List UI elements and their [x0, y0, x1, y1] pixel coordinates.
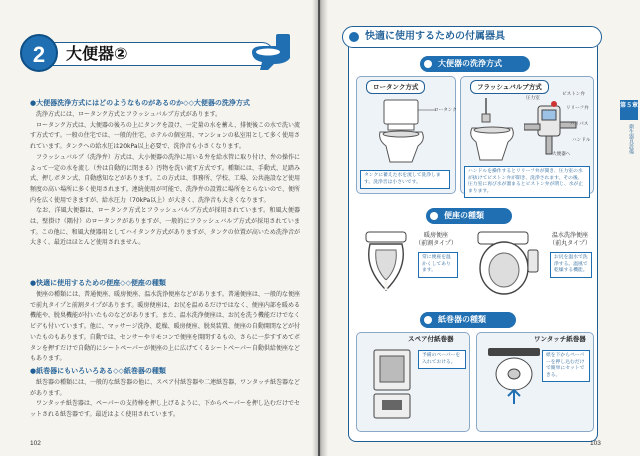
label-handle: ハンドル: [572, 138, 591, 143]
subhead-seat-types: [426, 208, 512, 224]
chapter-number: 2: [20, 34, 58, 72]
note-washing-seat: お尻を温水で洗浄する。温風で乾燥する機能。: [550, 252, 592, 278]
paragraph: なお、洋風大便器は、ロータンク方式とフラッシュバルブ方式が採用されています。和風大便器は、壁掛け（隅付）のロータンクがありますが、一般的にフラッシュバルブ方式が採用されています。この他に、和風大便器用としてハイタンク方式がありますが、タンクの位置が高いため洗浄音が大きく、最近はほとんど使用されません。: [30, 207, 300, 247]
subhead-bullet-icon: [424, 60, 432, 68]
label-bypass: バイパス: [570, 122, 589, 127]
panel-title: [342, 26, 602, 48]
note-spare-holder: 予備のペーパーを入れておける。: [418, 350, 466, 369]
section-body-seats: [30, 290, 300, 364]
panel-title-text: 快適に使用するための付属器具: [365, 31, 505, 42]
chapter-side-subtitle: 衛生器具設備: [628, 124, 634, 154]
paragraph: ロータンク方式は、大便器の後ろの上にタンクを設け、一定量の水を蓄え、排便後この水で洗い流す方式です。一般の住宅では、一般的住宅、ホテルの個室用、マンションの私室用として多く使用されています。タンクへの給水圧は20kPa以上必要で、洗浄音も小さくなります。: [30, 121, 300, 151]
note-heated-seat: 常に便座を温かくしてあります。: [418, 252, 458, 278]
paragraph: ワンタッチ紙巻器は、ペーパーの支持棒を押し上げるように、下からペーパーを押し込むだけでセットされる紙巻器です。最近はよく使用されています。: [30, 400, 300, 419]
label-relief-valve: リリーフ弁: [566, 106, 589, 111]
toilet-icon: [246, 32, 296, 74]
label-onetouch-holder: ワンタッチ紙巻器: [534, 335, 586, 343]
label-flush-valve-method: フラッシュバルブ方式: [470, 80, 549, 94]
section-title-paper-holders: ●紙巻器にもいろいろある◇◇紙巻器の種類: [30, 367, 166, 375]
subhead-text: 便座の種類: [444, 211, 484, 220]
spare-holder-icon: [368, 346, 418, 426]
book-gutter: [312, 0, 328, 456]
note-flush-valve: ハンドルを操作するとリリーフ弁が開き、圧力室の水が抜けてピストン弁が開き、洗浄されます。その後、圧力室に再び水が溜まるとピストン弁が閉じ、水が止まります。: [464, 166, 590, 198]
note-onetouch-holder: 紙を下からペーパーを押し込むだけで簡単にセットできる。: [542, 350, 590, 382]
page-number-left: 102: [30, 440, 41, 447]
paragraph: フラッシュバルブ（洗浄弁）方式は、大小便器の洗浄に用いる弁を給水管に取り付け、弁の操作によって一定の水を流し（弁は自動的に閉まる）汚物を洗い流す方式です。種類には、手動式、足踏み式、押しボタン式、自動感知などがあります。この方式は、事務所、学校、工場、公共施設など使用頻度の高い場所に多く使用されます。連続使用が可能で、洗浄弁の設置に場所をとらないので、便所内を広く使用できますが、給水圧力（70kPa以上）が大きく、洗浄音も大きくなります。: [30, 153, 300, 204]
page-number-right: 103: [590, 440, 601, 447]
section-body-flush-methods: [30, 110, 300, 275]
label-heated-seat: [406, 232, 466, 248]
subhead-paper-holder-types: [420, 312, 516, 328]
onetouch-holder-icon: [486, 346, 542, 406]
label-heated-seat-line1: 暖房便座: [423, 232, 448, 239]
left-page: [0, 0, 318, 456]
paragraph: 洗浄方式には、ロータンク方式とフラッシュバルブ方式があります。: [36, 111, 222, 118]
chapter-side-tab: 第５章: [620, 100, 638, 120]
label-spare-holder: スペア付紙巻器: [408, 335, 454, 343]
low-tank-toilet-icon: [374, 96, 444, 168]
flush-valve-toilet-icon: [466, 96, 526, 166]
note-low-tank: タンクに蓄えた水を流して洗浄します。洗浄音は小さいです。: [360, 170, 450, 189]
chapter-header: [20, 32, 290, 74]
paragraph: 便座の種類には、普通便座、暖房便座、温水洗浄便座などがあります。普通便座は、一般的な便座で前丸タイプと前割タイプがあります。暖房便座は、お尻を温めるだけではなく、便座内部を暖める機能や、脱臭機能が付いたものなどがあります。また、温水洗浄便座は、お尻を洗う機能だけでなくビデも付いています。他に、マッサージ洗浄、乾燥、暖房便座、脱臭装置、便座の自動開閉などが付いたものもあります。自動では、センサーやリモコンで便座を開閉するもの、さらに一歩すすめてボタンを押すだけで自動的にシートペーパーが便座の上に広げてくるシートペーパー自動供給便座などもあります。: [30, 291, 300, 363]
section-title-seats: ●快適に使用するための便座◇◇便座の種類: [30, 279, 166, 287]
label-washing-seat-line2: （前丸タイプ）: [549, 240, 591, 247]
label-pressure-chamber: 圧力室: [526, 96, 540, 101]
label-low-tank-method: ロータンク方式: [366, 80, 425, 94]
subhead-text: 紙巻器の種類: [438, 315, 486, 324]
subhead-bullet-icon: [430, 212, 438, 220]
label-washing-seat-line1: 温水洗浄便座: [551, 232, 588, 239]
subhead-text: 大便器の洗浄方式: [438, 59, 502, 68]
subhead-bullet-icon: [424, 316, 432, 324]
paragraph: 紙巻器の種類には、一般的な紙巻器の他に、スペア付紙巻器や二連紙巻器、ワンタッチ紙巻器などがあります。: [30, 379, 300, 397]
label-piston-valve: ピストン弁: [562, 92, 585, 97]
section-body-paper-holders: [30, 378, 300, 422]
chapter-title: 大便器②: [66, 44, 128, 63]
right-page: [320, 0, 640, 456]
title-bullet-icon: [349, 32, 359, 42]
label-washing-seat: [542, 232, 598, 248]
label-to-toilet: 大便器へ: [552, 152, 571, 157]
label-low-tank: ロータンク: [434, 108, 457, 113]
subhead-flush-methods: [420, 56, 530, 72]
section-title-flush-methods: ●大便器洗浄方式にはどのようなものがあるのか◇◇大便器の洗浄方式: [30, 99, 250, 107]
label-heated-seat-line2: （前割タイプ）: [415, 240, 457, 247]
washing-seat-icon: [470, 228, 550, 298]
